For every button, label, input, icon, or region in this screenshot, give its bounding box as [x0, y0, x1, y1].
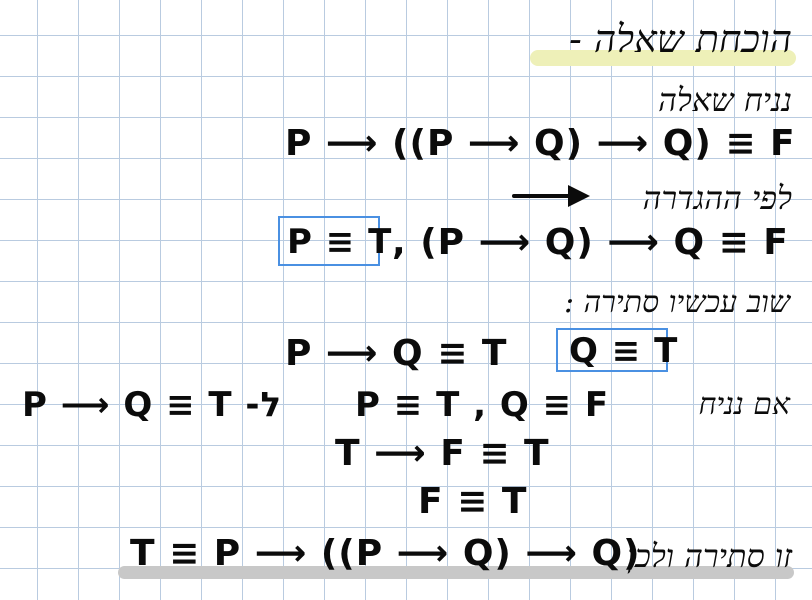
formula-5: T ⟶ F ≡ T — [335, 433, 550, 474]
if-assumed-note: אם נניח — [698, 387, 790, 422]
formula-3-boxed: Q ≡ T — [569, 331, 679, 371]
formula-2-rest: , (P ⟶ Q) ⟶ Q ≡ F — [392, 222, 789, 263]
formula-4-left: P ⟶ Q ≡ T -ל — [22, 385, 283, 425]
conclusion-note: זו סתירה ולכן — [627, 537, 792, 575]
by-definition-note: לפי ההגדרה — [642, 179, 792, 217]
formula-7: T ≡ P ⟶ ((P ⟶ Q) ⟶ Q) — [130, 533, 641, 574]
right-arrow-icon — [512, 181, 592, 211]
formula-1: P ⟶ ((P ⟶ Q) ⟶ Q) ≡ F — [285, 123, 796, 164]
formula-2-boxed: P ≡ T — [287, 222, 393, 262]
formula-4-mid: P ≡ T , Q ≡ F — [355, 385, 610, 425]
formula-3: P ⟶ Q ≡ T — [285, 333, 508, 374]
formula-6: F ≡ T — [418, 481, 528, 522]
assume-note: נניח שאלה — [658, 81, 792, 119]
page-title: הוכחת שאלה - — [569, 17, 792, 61]
contradiction-note: שוב עכשיו סתירה : — [563, 285, 790, 320]
